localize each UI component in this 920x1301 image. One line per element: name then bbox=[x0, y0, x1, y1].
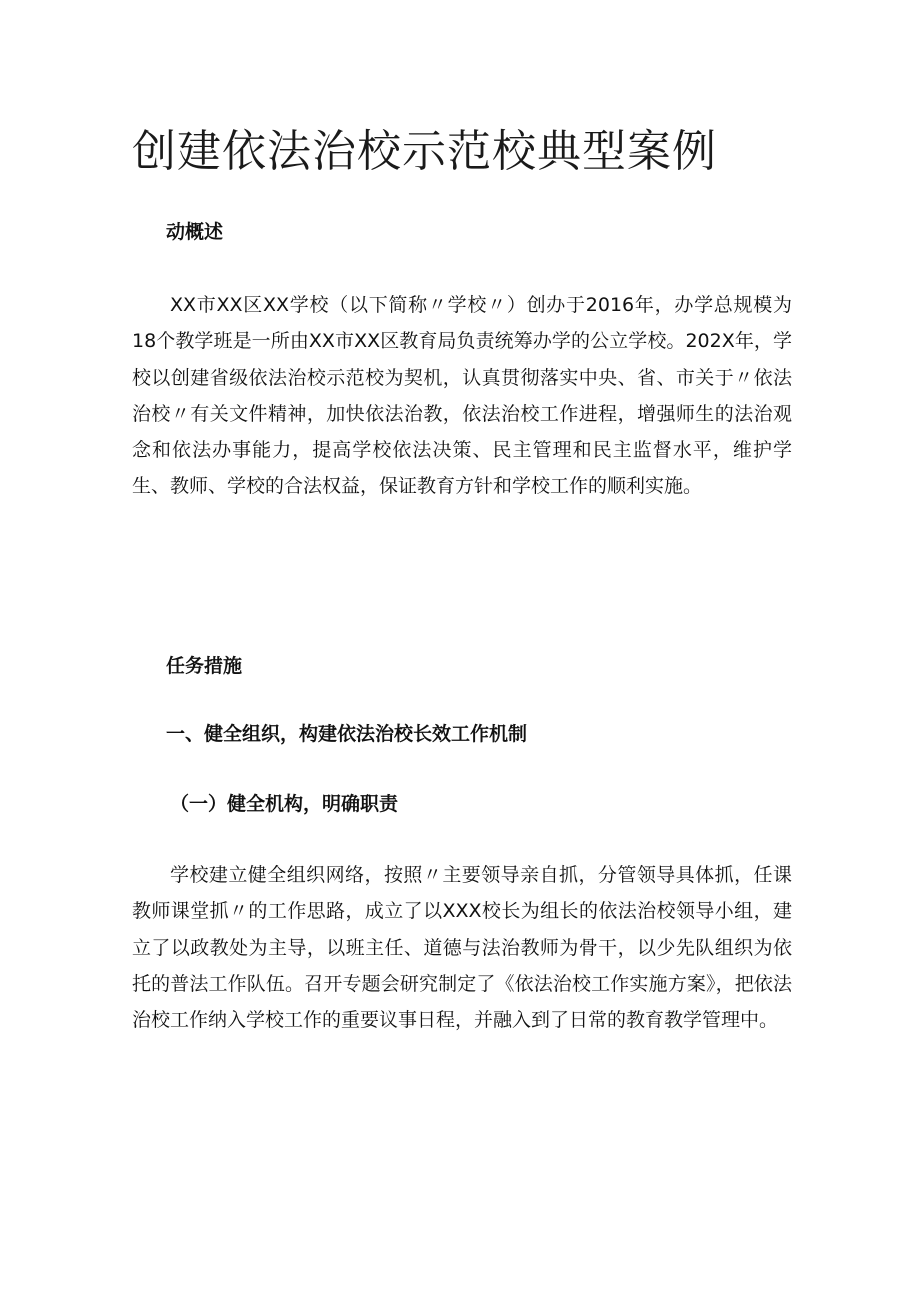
institution-paragraph: 学校建立健全组织网络，按照〃主要领导亲自抓，分管领导具体抓，任课教师课堂抓〃的工作思路，成立了以XXX校长为组长的依法治校领导小组，建立了以政教处为主导，以班主任、道德与法治教师为骨干，以少先队组织为依托的普法工作队伍。召开专题会研究制定了《依法治校工作实施方案》，把依法治校工作纳入学校工作的重要议事日程，并融入到了日常的教育教学管理中。 bbox=[132, 864, 792, 1032]
overview-paragraph: XX市XX区XX学校（以下简称〃学校〃）创办于2016年，办学总规模为18个教学班是一所由XX市XX区教育局负责统筹办学的公立学校。202X年，学校以创建省级依法治校示范校为契机，认真贯彻落实中央、省、市关于〃依法治校〃有关文件精神，加快依法治教，依法治校工作进程，增强师生的法治观念和依法办事能力，提高学校依法决策、民主管理和民主监督水平，维护学生、教师、学校的合法权益，保证教育方针和学校工作的顺利实施。 bbox=[132, 294, 792, 498]
subsection-heading-institution: （一）健全机构，明确职责 bbox=[170, 793, 399, 815]
section-heading-organization: 一、健全组织，构建依法治校长效工作机制 bbox=[166, 723, 528, 745]
section-heading-overview: 动概述 bbox=[166, 221, 224, 243]
section-heading-tasks: 任务措施 bbox=[166, 655, 243, 677]
document-title: 创建依法治校示范校典型案例 bbox=[132, 126, 717, 177]
